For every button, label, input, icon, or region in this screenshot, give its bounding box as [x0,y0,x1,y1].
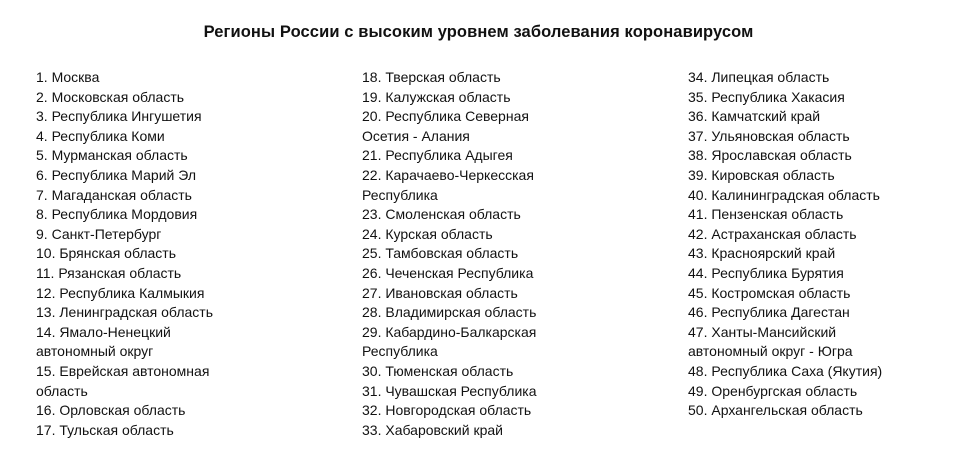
region-list-item: 6. Республика Марий Эл [36,166,196,183]
region-list-item: 29. Кабардино-Балкарская Республика [362,323,537,360]
region-column-3 [688,68,903,421]
region-list-item: 27. Ивановская область [362,284,518,301]
region-list-item: 40. Калининградская область [688,186,880,203]
region-list-item: 19. Калужская область [362,88,511,105]
region-list-item: 22. Карачаево-Черкесская Республика [362,166,534,203]
region-list-item: 14. Ямало-Ненецкий автономный округ [36,323,171,360]
region-list-item: 48. Республика Саха (Якутия) [688,362,883,379]
region-list-item: 20. Республика Северная Осетия - Алания [362,108,529,144]
page-title: Регионы России с высоким уровнем заболевания коронавирусом [203,23,754,41]
region-list-item: 31. Чувашская Республика [362,382,537,399]
region-list-item: 33. Хабаровский край [362,421,503,438]
region-list-item: 21. Республика Адыгея [362,147,513,164]
region-list-item: 46. Республика Дагестан [688,304,850,321]
region-list-item: 26. Чеченская Республика [362,264,534,281]
region-list-item: 37. Ульяновская область [688,127,850,144]
region-list-item: 5. Мурманская область [36,147,188,164]
region-list-item: 8. Республика Мордовия [36,206,198,223]
region-list-item: 36. Камчатский край [688,108,821,125]
region-list-item: 47. Ханты-Мансийский автономный округ - Югра [688,323,853,360]
region-list-item: 15. Еврейская автономная область [36,362,210,399]
region-column-2 [362,68,562,440]
region-list-item: 38. Ярославская область [688,147,852,164]
region-list-item: 11. Рязанская область [36,264,182,281]
region-list-item: 7. Магаданская область [36,186,192,203]
region-list-item: 34. Липецкая область [688,69,830,85]
region-list-item: 35. Республика Хакасия [688,88,845,105]
region-list-item: 4. Республика Коми [36,127,165,144]
region-list-item: 25. Тамбовская область [362,245,519,262]
region-list-item: 30. Тюменская область [362,362,514,379]
region-list-item: 3. Республика Ингушетия [36,108,202,125]
region-list-item: 32. Новгородская область [362,402,532,419]
region-list-item: 45. Костромская область [688,284,851,301]
region-column-1 [36,68,241,440]
region-list-item: 28. Владимирская область [362,304,537,321]
region-list-item: 41. Пензенская область [688,206,844,223]
region-list-item: 23. Смоленская область [362,206,521,223]
region-list-item: 16. Орловская область [36,402,186,419]
region-list-item: 1. Москва [36,69,100,85]
region-list-item: 17. Тульская область [36,421,174,438]
region-list-item: 12. Республика Калмыкия [36,284,205,301]
region-list-item: 9. Санкт-Петербург [36,225,162,242]
region-list-item: 13. Ленинградская область [36,304,213,321]
region-list-item: 49. Оренбургская область [688,382,858,399]
region-list-item: 39. Кировская область [688,166,835,183]
region-list-item: 43. Красноярский край [688,245,836,262]
region-list-item: 2. Московская область [36,88,185,105]
region-list-item: 18. Тверская область [362,69,501,85]
region-list-item: 44. Республика Бурятия [688,264,844,281]
region-list-item: 10. Брянская область [36,245,177,262]
region-list-item: 50. Архангельская область [688,402,863,419]
region-list-item: 24. Курская область [362,225,493,242]
region-list-item: 42. Астраханская область [688,225,857,242]
